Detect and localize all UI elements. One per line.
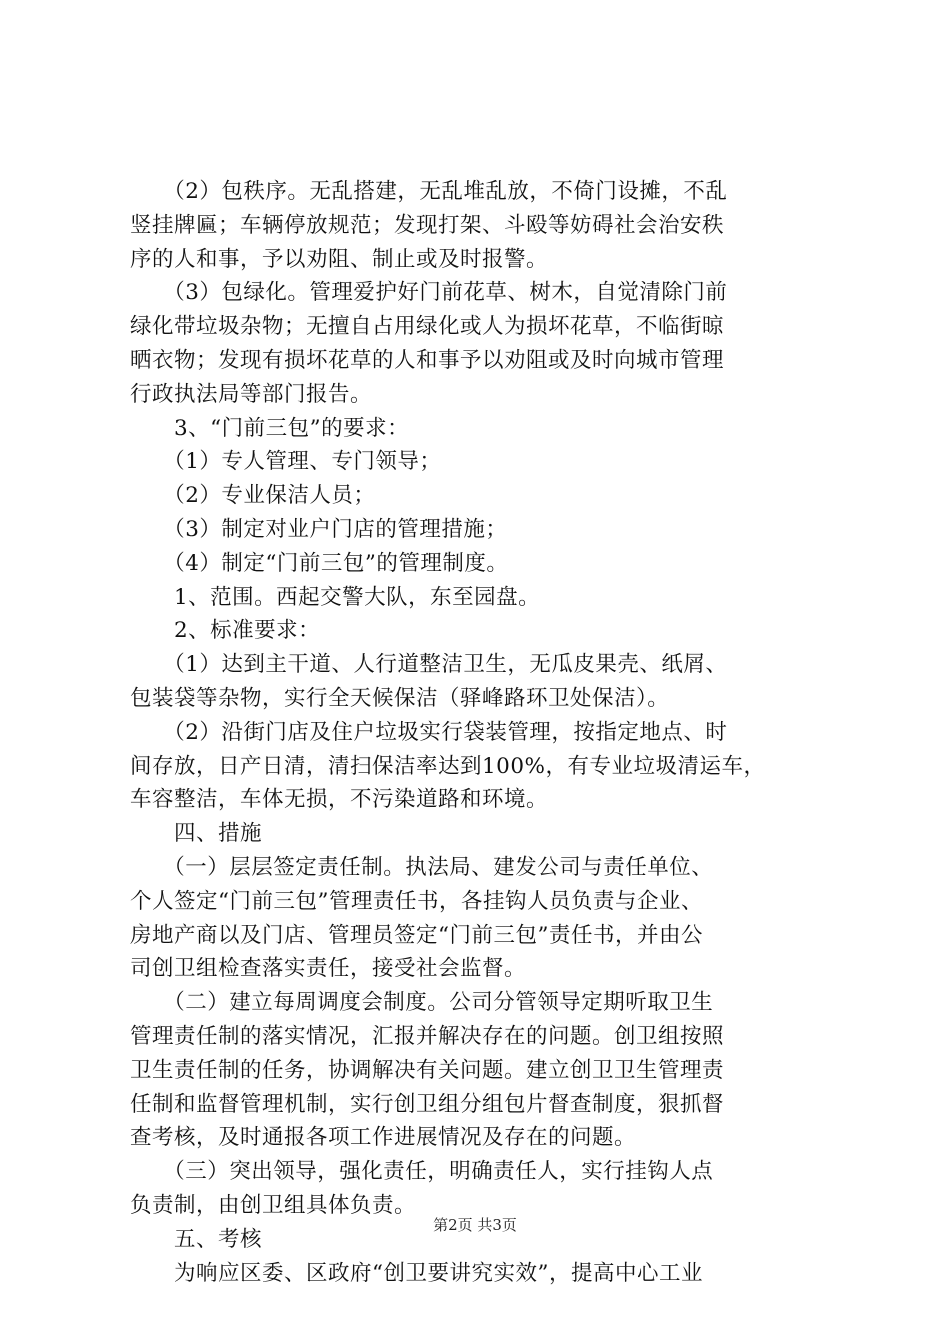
text-line: 卫生责任制的任务，协调解决有关问题。建立创卫卫生管理责 <box>130 1057 725 1083</box>
text-line: 间存放，日产日清，清扫保洁率达到100%，有专业垃圾清运车， <box>130 753 766 779</box>
text-line: 绿化带垃圾杂物；无擅自占用绿化或人为损坏花草，不临街晾 <box>130 314 725 340</box>
page-footer: 第2页 共3页 <box>433 1216 517 1234</box>
text-line: （2）沿街门店及住户垃圾实行袋装管理，按指定地点、时 <box>130 719 728 745</box>
text-line: （二）建立每周调度会制度。公司分管领导定期听取卫生 <box>130 990 714 1016</box>
text-line: 管理责任制的落实情况，汇报并解决存在的问题。创卫组按照 <box>130 1023 725 1049</box>
text-line: 2、标准要求： <box>130 618 321 644</box>
text-line: （4）制定“门前三包”的管理制度。 <box>130 550 509 576</box>
text-line: 竖挂牌匾；车辆停放规范；发现打架、斗殴等妨碍社会治安秩 <box>130 212 725 238</box>
text-line: 晒衣物；发现有损坏花草的人和事予以劝阻或及时向城市管理 <box>130 347 725 373</box>
text-line: 1、范围。西起交警大队，东至园盘。 <box>130 584 541 610</box>
text-line: 五、考核 <box>130 1226 263 1252</box>
text-line: （2）专业保洁人员； <box>130 483 376 509</box>
document-body <box>130 175 830 1290</box>
text-line: 3、“门前三包”的要求： <box>130 415 410 441</box>
text-line: 序的人和事，予以劝阻、制止或及时报警。 <box>130 246 549 272</box>
text-line: 负责制，由创卫组具体负责。 <box>130 1192 417 1218</box>
text-line: 房地产商以及门店、管理员签定“门前三包”责任书，并由公 <box>130 922 703 948</box>
text-line: （2）包秩序。无乱搭建，无乱堆乱放，不倚门设摊，不乱 <box>130 179 728 204</box>
text-line: 行政执法局等部门报告。 <box>130 381 373 407</box>
text-line: 个人签定“门前三包”管理责任书，各挂钩人员负责与企业、 <box>130 888 703 914</box>
text-line: （3）包绿化。管理爱护好门前花草、树木，自觉清除门前 <box>130 280 728 306</box>
text-line: 车容整洁，车体无损，不污染道路和环境。 <box>130 787 549 813</box>
text-line: （1）达到主干道、人行道整洁卫生，无瓜皮果壳、纸屑、 <box>130 652 728 678</box>
text-line: 包装袋等杂物，实行全天候保洁（驿峰路环卫处保洁）。 <box>130 685 670 711</box>
text-line: （1）专人管理、专门领导； <box>130 449 442 475</box>
text-line: 查考核，及时通报各项工作进展情况及存在的问题。 <box>130 1125 637 1151</box>
text-line: （3）制定对业户门店的管理措施； <box>130 516 508 542</box>
text-line: （三）突出领导，强化责任，明确责任人，实行挂钩人点 <box>130 1159 714 1185</box>
text-line: 任制和监督管理机制，实行创卫组分组包片督查制度，狠抓督 <box>130 1091 725 1117</box>
text-line: 四、措施 <box>130 821 263 847</box>
text-line: 为响应区委、区政府“创卫要讲究实效”，提高中心工业 <box>130 1260 703 1286</box>
text-line: （一）层层签定责任制。执法局、建发公司与责任单位、 <box>130 854 714 880</box>
text-line: 司创卫组检查落实责任，接受社会监督。 <box>130 956 527 982</box>
